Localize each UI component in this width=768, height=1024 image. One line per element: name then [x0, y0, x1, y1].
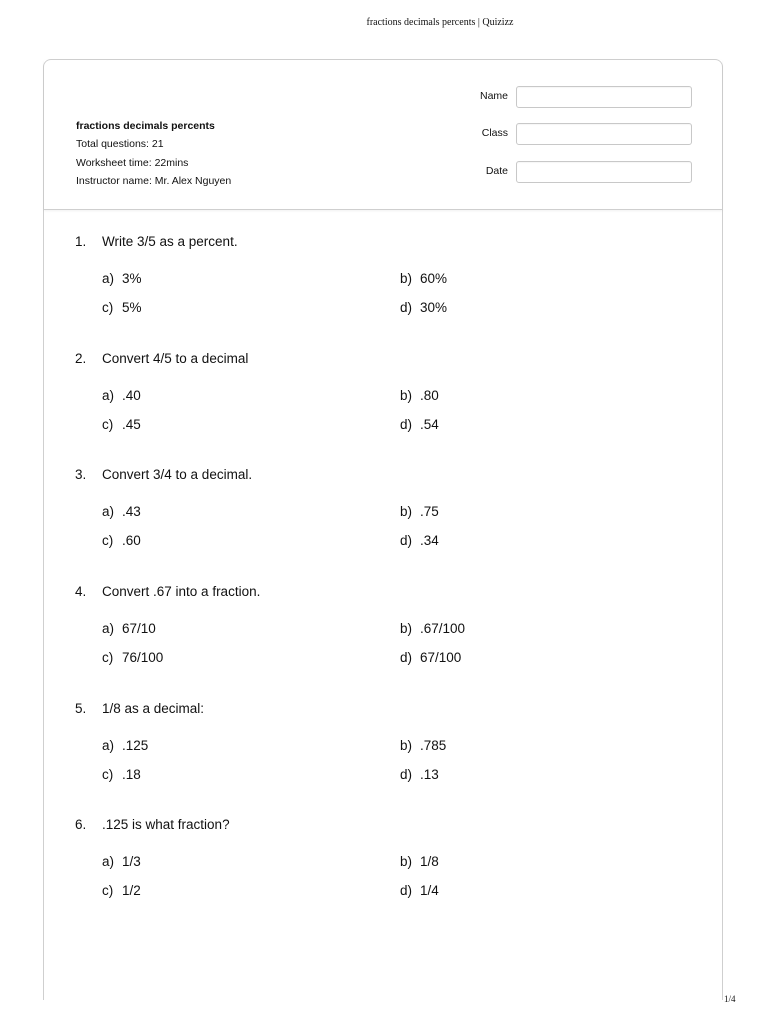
option-d: [400, 767, 439, 782]
option-b: [400, 504, 439, 519]
option-a: [102, 854, 141, 869]
option-b: [400, 854, 439, 869]
question-number: 1.: [75, 234, 87, 249]
option-text: 1/2: [122, 883, 141, 899]
question-text: Convert 4/5 to a decimal: [102, 350, 249, 366]
name-field[interactable]: [516, 86, 692, 108]
option-text: 3%: [122, 271, 142, 286]
option-letter: a): [102, 271, 115, 286]
option-letter: b): [400, 387, 413, 403]
option-letter: b): [400, 504, 413, 520]
date-field[interactable]: [516, 161, 692, 183]
question-list: [44, 232, 722, 932]
option-a: [102, 504, 141, 519]
question-text: 1/8 as a decimal:: [102, 700, 205, 716]
name-field-row: [44, 86, 722, 108]
question-1: [44, 232, 722, 349]
date-field-row: [44, 161, 722, 183]
option-text: .45: [122, 416, 141, 432]
option-text: 67/100: [420, 650, 462, 666]
date-label: Date: [485, 165, 508, 177]
option-c: [102, 767, 141, 782]
option-letter: c): [102, 533, 114, 549]
option-text: .75: [420, 504, 439, 520]
option-d: [400, 300, 447, 315]
option-letter: b): [400, 621, 413, 637]
option-text: .80: [420, 387, 439, 403]
question-5: [44, 699, 722, 816]
option-a: [102, 271, 142, 286]
option-a: [102, 388, 141, 403]
option-text: .13: [420, 766, 439, 782]
option-d: [400, 533, 439, 548]
option-letter: a): [102, 387, 115, 403]
option-b: [400, 388, 439, 403]
option-text: .40: [122, 387, 141, 403]
worksheet-header: [44, 60, 722, 210]
option-letter: c): [102, 650, 114, 666]
option-text: 67/10: [122, 621, 156, 637]
option-letter: c): [102, 416, 114, 432]
question-text: .125 is what fraction?: [102, 817, 230, 833]
option-text: 1/8: [420, 854, 439, 870]
class-field-row: [44, 123, 722, 145]
option-c: [102, 883, 141, 898]
option-letter: b): [400, 271, 413, 286]
option-letter: d): [400, 416, 413, 432]
option-c: [102, 300, 142, 315]
option-a: [102, 738, 148, 753]
question-number: 4.: [75, 584, 87, 600]
option-text: .125: [122, 737, 149, 753]
option-letter: c): [102, 766, 114, 782]
option-letter: d): [400, 533, 413, 549]
option-c: [102, 417, 141, 432]
option-text: 60%: [420, 271, 448, 286]
option-letter: c): [102, 883, 114, 899]
option-a: [102, 621, 156, 636]
option-b: [400, 621, 465, 636]
option-letter: a): [102, 504, 115, 520]
option-text: .54: [420, 416, 439, 432]
page-number: 1/4: [724, 994, 736, 1004]
instructor-name: Instructor name: Mr. Alex Nguyen: [76, 174, 232, 187]
option-c: [102, 650, 163, 665]
name-label: Name: [479, 90, 508, 102]
class-label: Class: [481, 127, 508, 139]
option-letter: b): [400, 854, 413, 870]
option-text: 76/100: [122, 650, 164, 666]
option-text: .18: [122, 766, 141, 782]
option-letter: a): [102, 737, 115, 753]
total-questions: Total questions: 21: [76, 138, 164, 151]
option-letter: d): [400, 883, 413, 899]
question-6: [44, 815, 722, 932]
option-letter: c): [102, 300, 114, 315]
option-letter: b): [400, 737, 413, 753]
option-text: 5%: [122, 300, 142, 315]
option-d: [400, 417, 439, 432]
option-d: [400, 883, 439, 898]
question-4: [44, 582, 722, 699]
worksheet-title: fractions decimals percents: [76, 120, 215, 132]
option-text: .43: [122, 504, 141, 520]
option-text: .785: [420, 737, 447, 753]
question-3: [44, 465, 722, 582]
option-b: [400, 271, 447, 286]
option-text: .34: [420, 533, 439, 549]
class-field[interactable]: [516, 123, 692, 145]
question-number: 6.: [75, 817, 87, 833]
option-b: [400, 738, 446, 753]
question-number: 2.: [75, 350, 87, 366]
worksheet-card: [43, 59, 723, 1000]
question-number: 3.: [75, 467, 87, 483]
option-text: 1/4: [420, 883, 439, 899]
option-letter: a): [102, 854, 115, 870]
option-letter: a): [102, 621, 115, 637]
option-text: 1/3: [122, 854, 141, 870]
print-header-title: fractions decimals percents | Quizizz: [366, 17, 514, 28]
question-text: Convert 3/4 to a decimal.: [102, 467, 253, 483]
option-d: [400, 650, 461, 665]
option-text: .60: [122, 533, 141, 549]
question-number: 5.: [75, 700, 87, 716]
question-text: Convert .67 into a fraction.: [102, 584, 261, 600]
option-text: 30%: [420, 300, 448, 315]
option-letter: d): [400, 300, 413, 315]
question-2: [44, 349, 722, 466]
question-text: Write 3/5 as a percent.: [102, 234, 238, 249]
option-letter: d): [400, 766, 413, 782]
option-letter: d): [400, 650, 413, 666]
option-c: [102, 533, 141, 548]
worksheet-time: Worksheet time: 22mins: [76, 156, 189, 169]
option-text: .67/100: [420, 621, 466, 637]
